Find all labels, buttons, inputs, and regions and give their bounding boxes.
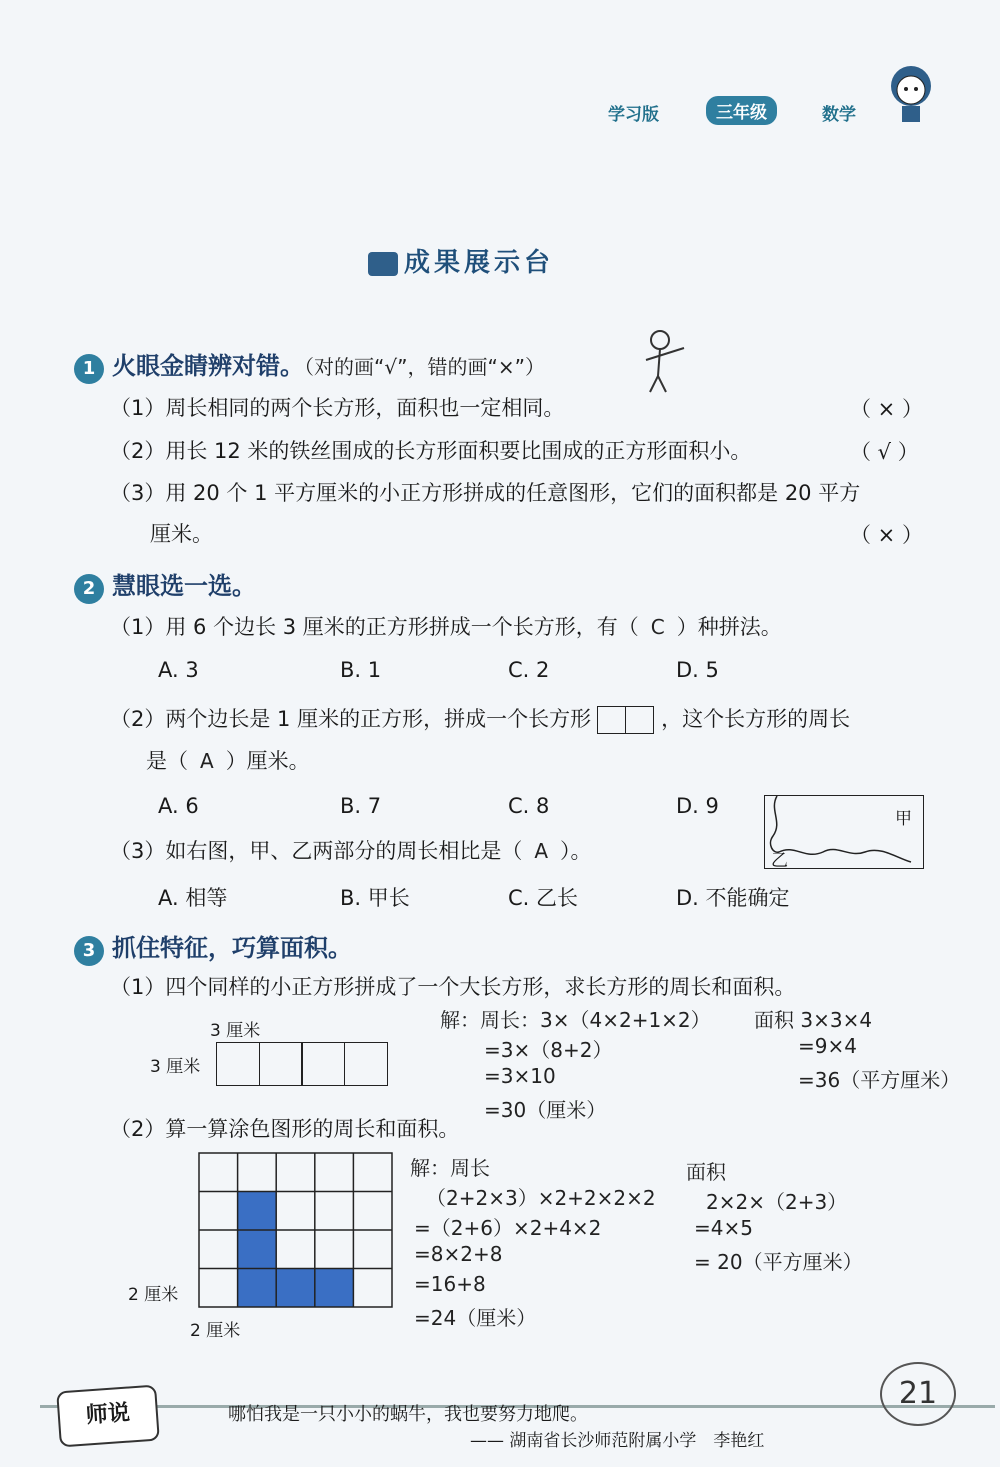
two-squares-figure <box>597 706 655 734</box>
s3-q2-area-2: 2×2×（2+3） <box>706 1190 848 1214</box>
s3-q1-perimeter-1: 解：周长：3×（4×2+1×2） <box>440 1008 711 1032</box>
s2-q2-line2-text: 是（ <box>146 749 188 773</box>
s3-q2-area-1: 面积 <box>686 1160 726 1184</box>
s3-q2-dim-bottom: 2 厘米 <box>190 1321 241 1341</box>
s1-item-1: （1）周长相同的两个长方形，面积也一定相同。 <box>110 396 565 420</box>
s2-q1-option-b: B. 1 <box>340 658 382 682</box>
section-number: 1 <box>74 354 104 384</box>
s2-q2-option-a: A. 6 <box>158 794 199 818</box>
s3-q1-perimeter-4: =30（厘米） <box>484 1098 607 1122</box>
banner-title: 成果展示台 <box>404 248 555 278</box>
s3-q2-perimeter-1: 解：周长 <box>410 1156 490 1180</box>
s2-q1-option-c: C. 2 <box>508 658 550 682</box>
section-3-heading <box>74 928 352 966</box>
s2-q3-option-a: A. 相等 <box>158 886 228 910</box>
section-title: 慧眼选一选。 <box>112 572 256 600</box>
section-banner <box>368 242 554 279</box>
s1-answer-1: （ × ） <box>850 397 923 421</box>
s1-answer-3: （ × ） <box>850 523 923 547</box>
section-2-heading <box>74 566 256 604</box>
shaded-l-shape <box>238 1192 354 1308</box>
header-subject: 数学 <box>822 105 856 125</box>
section-note: （对的画“√”，错的画“×”） <box>304 355 545 379</box>
header-grade: 三年级 <box>706 96 777 125</box>
section-1-heading <box>74 346 545 384</box>
label-jia: 甲 <box>895 809 912 829</box>
s3-q2-perimeter-3: =（2+6）×2+4×2 <box>414 1216 602 1240</box>
section-title: 抓住特征，巧算面积。 <box>112 934 352 962</box>
s2-q2-text-end: ，这个长方形的周长 <box>661 707 851 731</box>
s3-q2-perimeter-2: （2+2×3）×2+2×2×2 <box>426 1186 656 1210</box>
s3-q2-area-4: = 20（平方厘米） <box>694 1250 863 1274</box>
s2-q1-option-a: A. 3 <box>158 658 199 682</box>
s1-item-3: （3）用 20 个 1 平方厘米的小正方形拼成的任意图形，它们的面积都是 20 平方 <box>110 481 861 505</box>
page-number: 21 <box>880 1362 956 1426</box>
s3-q2-perimeter-6: =24（厘米） <box>414 1306 537 1330</box>
s2-q3-option-c: C. 乙长 <box>508 886 579 910</box>
section-title: 火眼金睛辨对错。 <box>112 352 304 380</box>
s2-q3 <box>110 836 592 866</box>
s2-q2-option-b: B. 7 <box>340 794 382 818</box>
s2-q1-text: （1）用 6 个边长 3 厘米的正方形拼成一个长方形，有（ <box>110 615 639 639</box>
grid-cell <box>216 1042 260 1086</box>
s3-q1-dim-top: 3 厘米 <box>210 1021 261 1041</box>
header-edition: 学习版 <box>608 105 659 125</box>
grid-cell <box>301 1042 345 1086</box>
s3-q2-area-3: =4×5 <box>694 1216 753 1240</box>
s3-q1-dim-left: 3 厘米 <box>150 1057 201 1077</box>
s1-answer-2: （ √ ） <box>850 440 919 464</box>
jia-yi-figure <box>764 795 924 869</box>
s1-item-3-cont: 厘米。 <box>150 522 213 546</box>
monkey-king-icon <box>636 326 692 396</box>
s3-q2-dim-left: 2 厘米 <box>128 1285 179 1305</box>
s2-q2-line2-end: ）厘米。 <box>225 749 310 773</box>
girl-mascot-icon <box>886 62 936 128</box>
s2-q2-option-c: C. 8 <box>508 794 550 818</box>
label-yi: 乙 <box>771 851 788 871</box>
shaded-cell <box>276 1269 315 1308</box>
s2-q2-line2 <box>146 746 310 776</box>
grid-cell <box>259 1042 303 1086</box>
s2-q2 <box>110 704 850 734</box>
s3-q1-area-2: =9×4 <box>798 1034 857 1058</box>
footer-author: —— 湖南省长沙师范附属小学 李艳红 <box>470 1431 765 1451</box>
s3-q2-perimeter-5: =16+8 <box>414 1272 486 1296</box>
s3-q1-perimeter-2: =3×（8+2） <box>484 1038 613 1062</box>
book-icon <box>368 252 398 276</box>
s1-item-2: （2）用长 12 米的铁丝围成的长方形面积要比围成的正方形面积小。 <box>110 439 752 463</box>
teacher-says-badge: 师说 <box>56 1385 160 1448</box>
shaded-cell <box>238 1269 277 1308</box>
s3-q1-text: （1）四个同样的小正方形拼成了一个大长方形，求长方形的周长和面积。 <box>110 975 796 999</box>
s2-q2-answer: A <box>200 749 214 773</box>
four-squares-figure <box>216 1042 388 1086</box>
s2-q3-text-end: ）。 <box>560 839 592 863</box>
section-number: 2 <box>74 574 104 604</box>
s2-q3-option-d: D. 不能确定 <box>676 886 790 910</box>
s3-q2-text: （2）算一算涂色图形的周长和面积。 <box>110 1117 460 1141</box>
shaded-grid-figure <box>198 1152 394 1313</box>
section-number: 3 <box>74 936 104 966</box>
s2-q3-answer: A <box>534 839 549 863</box>
grid-cell <box>344 1042 388 1086</box>
footer-quote: 哪怕我是一只小小的蜗牛，我也要努力地爬。 <box>228 1404 588 1425</box>
s2-q1-option-d: D. 5 <box>676 658 719 682</box>
s2-q2-option-d: D. 9 <box>676 794 719 818</box>
s2-q3-text: （3）如右图，甲、乙两部分的周长相比是（ <box>110 839 523 863</box>
s3-q1-area-1: 面积 3×3×4 <box>754 1008 873 1032</box>
s2-q2-text: （2）两个边长是 1 厘米的正方形，拼成一个长方形 <box>110 707 592 731</box>
s3-q1-perimeter-3: =3×10 <box>484 1064 556 1088</box>
s3-q2-perimeter-4: =8×2+8 <box>414 1242 503 1266</box>
shaded-cell <box>238 1192 277 1231</box>
shaded-cell <box>315 1269 354 1308</box>
s3-q1-area-3: =36（平方厘米） <box>798 1068 961 1092</box>
shaded-cell <box>238 1230 277 1269</box>
s2-q3-option-b: B. 甲长 <box>340 886 410 910</box>
s2-q1-answer: C <box>650 615 665 639</box>
s2-q1-text-end: ）种拼法。 <box>676 615 782 639</box>
s2-q1 <box>110 612 782 642</box>
